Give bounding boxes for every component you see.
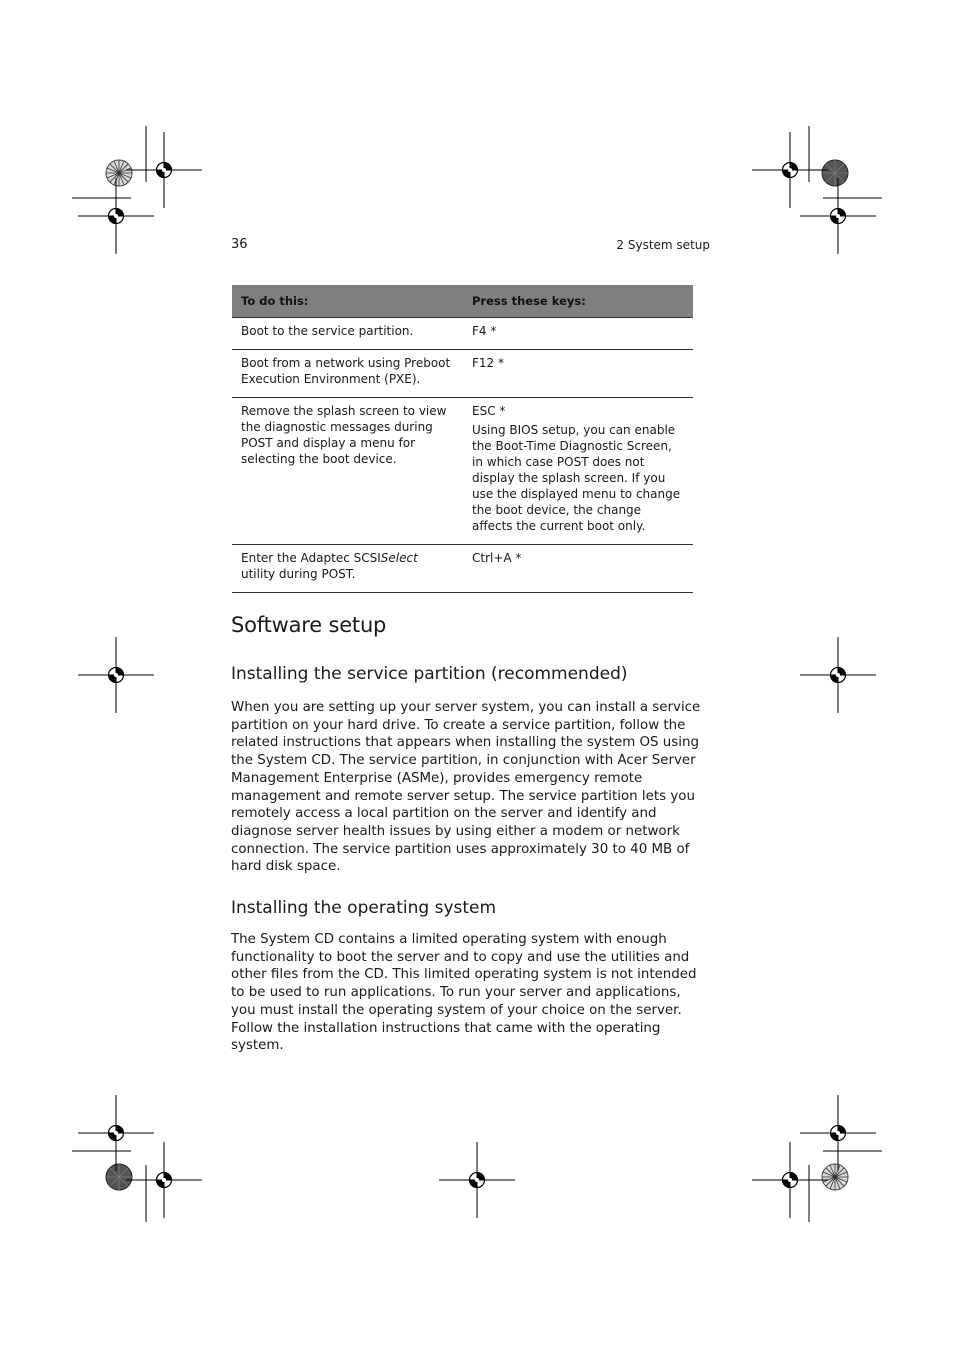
paragraph-service-partition: When you are setting up your server system, you can install a service partition on your hard drive. To create a service partition, follow the related instructions that appears when installing the system OS using the System CD. The service partition, in conjunction with Acer Server Management Enterprise (ASMe), provides emergency remote management and remote server setup. The service partition lets you remotely access a local partition on the server and identify and diagnose server health issues by using either a modem or network connection. The service partition uses approximately 30 to 40 MB of hard disk space. (231, 700, 701, 875)
column-header-action: To do this: (232, 285, 463, 318)
section-title: Software setup (231, 613, 387, 637)
keys-cell (463, 398, 693, 545)
table-header-row (232, 285, 693, 318)
keys-note: Using BIOS setup, you can enable the Boot-Time Diagnostic Screen, in which case POST does not display the splash screen. If you use the displayed menu to change the boot device, the change affects the current boot only. (472, 423, 681, 533)
column-header-keys: Press these keys: (463, 285, 693, 318)
action-cell: Boot from a network using Preboot Execution Environment (PXE). (232, 350, 463, 398)
table-row (232, 350, 693, 398)
keys-cell: Ctrl+A * (463, 545, 693, 593)
action-text-end: utility during POST. (241, 567, 356, 581)
action-text-italic: Select (380, 551, 418, 565)
keys-cell: F4 * (463, 318, 693, 350)
page-number: 36 (231, 237, 248, 252)
paragraph-operating-system: The System CD contains a limited operating system with enough functionality to boot the server and to copy and use the utilities and other files from the CD. This limited operating system is not intended to be used to run applications. To run your server and applications, you must install the operating system of your choice on the server. Follow the installation instructions that came with the operating system. (231, 932, 697, 1054)
action-cell (232, 545, 463, 593)
action-text: Enter the Adaptec SCSI (241, 551, 381, 565)
action-cell: Boot to the service partition. (232, 318, 463, 350)
running-head: 2 System setup (616, 238, 710, 252)
subsection-heading-service-partition: Installing the service partition (recommended) (231, 664, 628, 684)
subsection-heading-operating-system: Installing the operating system (231, 898, 497, 918)
table-row (232, 318, 693, 350)
boot-keys-table (232, 285, 693, 593)
keys-cell: F12 * (463, 350, 693, 398)
table-row (232, 398, 693, 545)
keys-value: ESC * (472, 404, 506, 418)
action-cell: Remove the splash screen to view the diagnostic messages during POST and display a menu for selecting the boot device. (232, 398, 463, 545)
table-row (232, 545, 693, 593)
